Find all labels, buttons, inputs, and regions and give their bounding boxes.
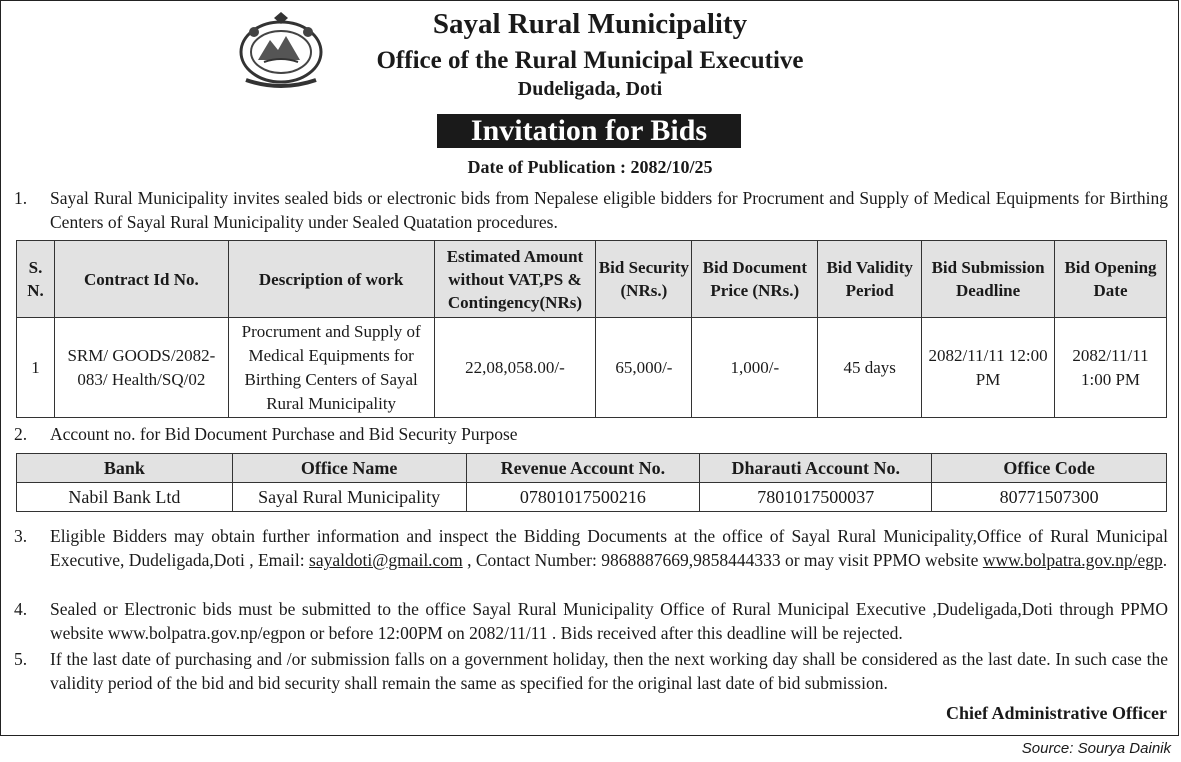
cell-opening-date: 2082/11/11 1:00 PM [1055,318,1167,418]
col-validity: Bid Validity Period [818,241,922,318]
cell-revenue-account: 07801017500216 [466,483,700,512]
item-text: Sealed or Electronic bids must be submitted to the office Sayal Rural Municipality Office of Rural Municipal Executive ,Dudeligada,Doti through PPMO website www.bolpatra.gov.np/egpon or before 12:00PM on 2082/11/11 . Bids received after this deadline will be rejected. [50,599,1168,643]
item-text-part: . [1162,550,1168,570]
table-row [17,318,1167,418]
col-opening-date: Bid Opening Date [1055,241,1167,318]
cell-document-price: 1,000/- [692,318,818,418]
item-text: Sayal Rural Municipality invites sealed bids or electronic bids from Nepalese eligible bidders for Procrument and Supply of Medical Equipments for Birthing Centers of Sayal Rural Municipality under Sealed Quatation procedures. [50,188,1168,232]
item-text-part: , Contact Number: 9868887669,9858444333 or may visit PPMO website [462,550,983,570]
cell-bank: Nabil Bank Ltd [17,483,233,512]
signature: Chief Administrative Officer [946,703,1167,723]
item-number: 5. [14,649,28,669]
cell-submission-deadline: 2082/11/11 12:00 PM [922,318,1055,418]
org-name: Sayal Rural Municipality [432,8,748,40]
item-number: 4. [14,599,28,619]
col-description: Description of work [228,241,434,318]
item-text-part: Eligible Bidders may obtain further information and inspect the Bidding Documents at the office of Sayal Rural Municipality,Office of Rural Municipal Executive, Dudeligada,Doti , Email: [50,526,1168,570]
item-number: 1. [14,188,28,208]
col-office-code: Office Code [932,454,1167,483]
email-link[interactable]: sayaldoti@gmail.com [309,550,463,570]
item-text: Account no. for Bid Document Purchase and Bid Security Purpose [50,424,518,444]
item-text: If the last date of purchasing and /or submission falls on a government holiday, then the next working day shall be considered as the last date. In such case the validity period of the bid and bid security shall remain the same as specified for the original last date of bid submission. [50,649,1168,693]
cell-validity: 45 days [818,318,922,418]
bid-table-header [17,241,1167,318]
col-bid-security: Bid Security (NRs.) [596,241,692,318]
col-contract-id: Contract Id No. [54,241,228,318]
col-estimated-amount: Estimated Amount without VAT,PS & Contingency(NRs) [434,241,596,318]
cell-office-code: 80771507300 [932,483,1167,512]
col-submission-deadline: Bid Submission Deadline [922,241,1055,318]
cell-contract-id: SRM/ GOODS/2082-083/ Health/SQ/02 [54,318,228,418]
cell-office-name: Sayal Rural Municipality [232,483,466,512]
account-table [16,453,1167,512]
item-4 [14,597,1168,645]
source-credit: Source: Sourya Dainik [1021,740,1171,757]
col-dharauti-account: Dharauti Account No. [700,454,932,483]
bid-table [16,240,1167,418]
cell-bid-security: 65,000/- [596,318,692,418]
table-row [17,483,1167,512]
item-2 [14,422,1168,446]
account-table-header [17,454,1167,483]
cell-estimated-amount: 22,08,058.00/- [434,318,596,418]
item-text [50,524,1168,572]
col-sn: S. N. [17,241,55,318]
item-number: 2. [14,424,28,444]
office-location: Dudeligada, Doti [517,78,663,100]
office-name: Office of the Rural Municipal Executive [376,47,804,74]
website-link[interactable]: www.bolpatra.gov.np/egp [982,550,1163,570]
col-revenue-account: Revenue Account No. [466,454,700,483]
col-document-price: Bid Document Price (NRs.) [692,241,818,318]
cell-sn: 1 [17,318,55,418]
publication-date: Date of Publication : 2082/10/25 [467,157,713,177]
col-office-name: Office Name [232,454,466,483]
item-number: 3. [14,526,28,546]
item-3 [14,524,1168,572]
notice-title: Invitation for Bids [437,114,741,148]
cell-dharauti-account: 7801017500037 [700,483,932,512]
item-1 [14,186,1168,234]
cell-description: Procrument and Supply of Medical Equipments for Birthing Centers of Sayal Rural Municipality [228,318,434,418]
item-5 [14,647,1168,695]
col-bank: Bank [17,454,233,483]
